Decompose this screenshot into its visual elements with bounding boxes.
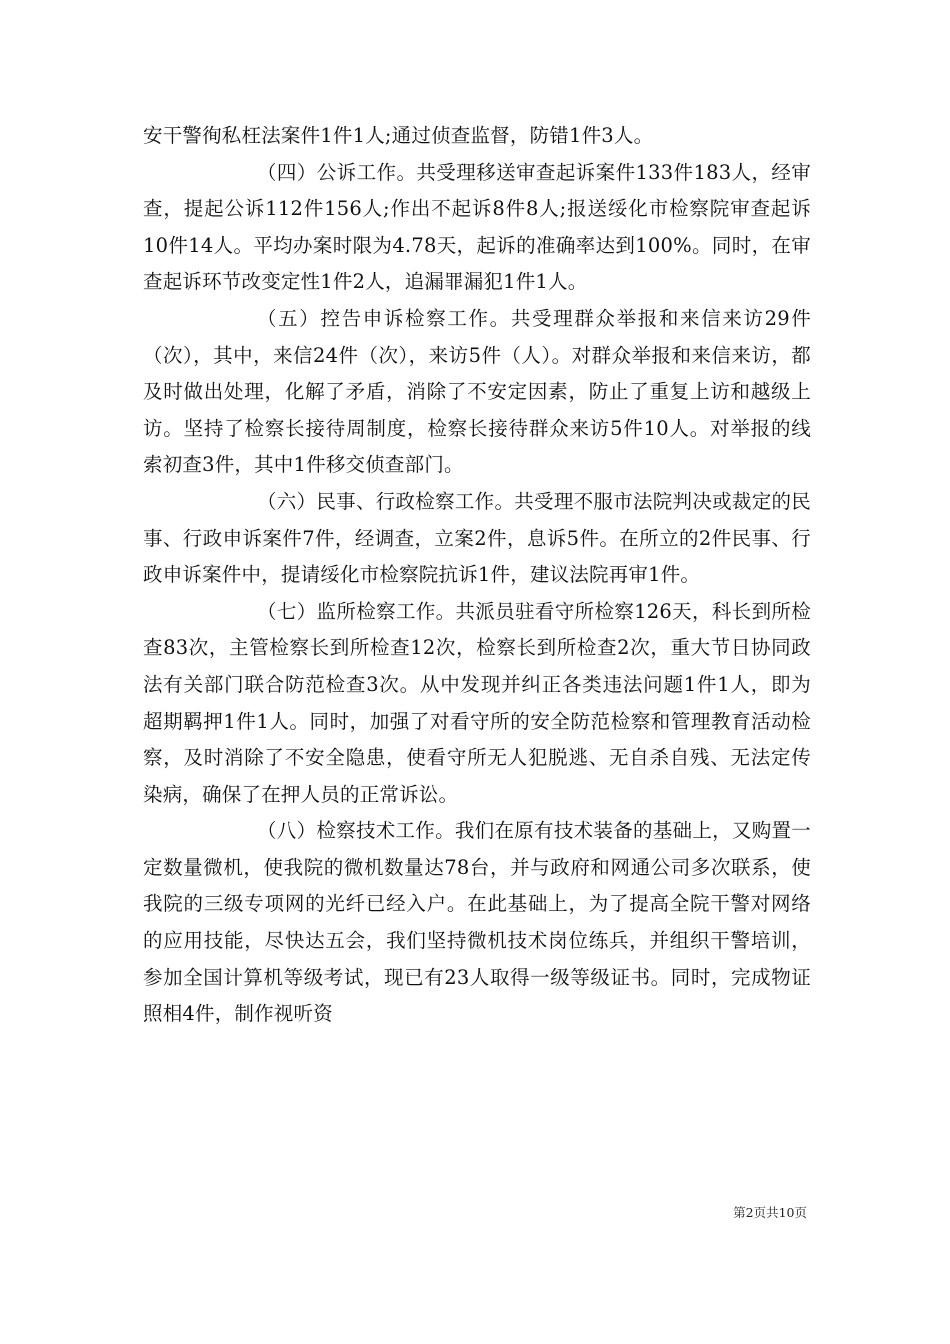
page-number-footer: 第2页共10页 xyxy=(733,1205,807,1220)
paragraph-technology: （八）检察技术工作。我们在原有技术装备的基础上，又购置一定数量微机，使我院的微机数量达78台，并与政府和网通公司多次联系，使我院的三级专项网的光纤已经入户。在此基础上，为了提高全院干警对网络的应用技能，尽快达五会，我们坚持微机技术岗位练兵，并组织干警培训，参加全国计算机等级考试，现已有23人取得一级等级证书。同时，完成物证照相4件，制作视听资 xyxy=(143,819,811,1026)
paragraph-complaints: （五）控告申诉检察工作。共受理群众举报和来信来访29件（次），其中，来信24件（次），来访5件（人）。对群众举报和来信来访，都及时做出处理，化解了矛盾，消除了不安定因素，防止了重复上访和越级上访。坚持了检察长接待周制度，检察长接待群众来访5件10人。对举报的线索初查3件，其中1件移交侦查部门。 xyxy=(143,306,811,477)
paragraph-prosecution: （四）公诉工作。共受理移送审查起诉案件133件183人，经审查，提起公诉112件156人;作出不起诉8件8人;报送绥化市检察院审查起诉10件14人。平均办案时限为4.78天，起诉的准确率达到100%。同时，在审查起诉环节改变定性1件2人，追漏罪漏犯1件1人。 xyxy=(143,160,811,294)
paragraph-civil-administrative: （六）民事、行政检察工作。共受理不服市法院判决或裁定的民事、行政申诉案件7件，经调查，立案2件，息诉5件。在所立的2件民事、行政申诉案件中，提请绥化市检察院抗诉1件，建议法院再审1件。 xyxy=(143,489,811,587)
document-body xyxy=(143,118,811,1033)
paragraph-detention-supervision: （七）监所检察工作。共派员驻看守所检察126天，科长到所检查83次，主管检察长到所检查12次，检察长到所检查2次，重大节日协同政法有关部门联合防范检查3次。从中发现并纠正各类违法问题1件1人，即为超期羁押1件1人。同时，加强了对看守所的安全防范检察和管理教育活动检察，及时消除了不安全隐患，使看守所无人犯脱逃、无自杀自残、无法定传染病，确保了在押人员的正常诉讼。 xyxy=(143,599,811,806)
paragraph-continuation: 安干警徇私枉法案件1件1人;通过侦查监督，防错1件3人。 xyxy=(143,124,654,147)
